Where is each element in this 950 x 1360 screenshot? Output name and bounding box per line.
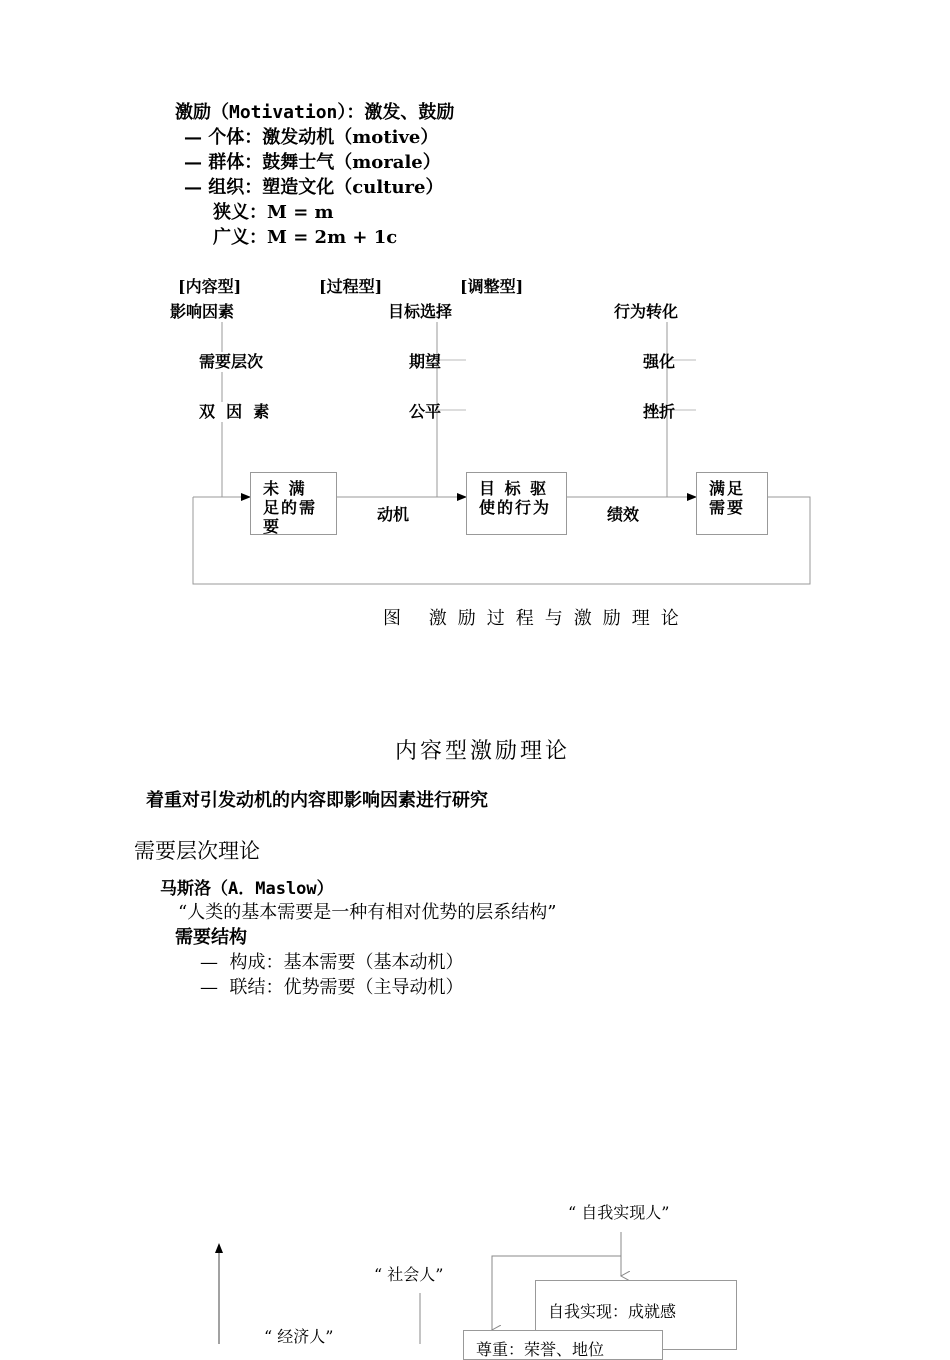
section-subtitle: 着重对引发动机的内容即影响因素进行研究 <box>146 790 488 811</box>
intro-line-broad: 广义：M = 2m + 1c <box>213 227 398 248</box>
level-self-actualization-label: 自我实现：成就感 <box>548 1302 677 1321</box>
col-head-goal-selection: 目标选择 <box>388 302 453 321</box>
intro-line-motivation: 激励（Motivation）：激发、鼓励 <box>175 102 455 123</box>
need-structure-title: 需要结构 <box>175 927 247 948</box>
diagram-caption: 图 激励过程与激励理论 <box>383 608 690 629</box>
type-content: [内容型] <box>178 277 242 296</box>
item-equity: 公平 <box>409 402 442 421</box>
intro-line-narrow: 狭义：M = m <box>213 202 334 223</box>
intro-line-group: — 群体：鼓舞士气（morale） <box>184 152 441 173</box>
item-expectancy: 期望 <box>409 352 442 371</box>
box-need-satisfied <box>696 472 768 535</box>
box-need-satisfied-label: 满足需要 <box>709 479 746 517</box>
heading-hierarchy-theory: 需要层次理论 <box>134 839 260 863</box>
item-reinforcement: 强化 <box>643 352 676 371</box>
section-title: 内容型激励理论 <box>395 739 571 764</box>
col-head-behavior-transformation: 行为转化 <box>614 302 679 321</box>
type-adjustment: [调整型] <box>460 277 524 296</box>
label-social-man: “ 社会人” <box>374 1265 444 1284</box>
need-structure-composition: — 构成：基本需要（基本动机） <box>200 952 464 973</box>
need-structure-linkage: — 联结：优势需要（主导动机） <box>200 977 464 998</box>
label-self-actualizing-man: “ 自我实现人” <box>568 1203 670 1222</box>
item-frustration: 挫折 <box>643 402 676 421</box>
intro-line-individual: — 个体：激发动机（motive） <box>184 127 439 148</box>
type-process: [过程型] <box>319 277 383 296</box>
label-economic-man: “ 经济人” <box>264 1327 334 1346</box>
author-maslow: 马斯洛（A．Maslow） <box>160 879 334 899</box>
intro-line-organization: — 组织：塑造文化（culture） <box>184 177 444 198</box>
box-unmet-need-label: 未 满 足的需要 <box>263 479 318 536</box>
level-esteem-label: 尊重：荣誉、地位 <box>476 1340 605 1359</box>
item-hierarchy-of-needs: 需要层次 <box>199 352 264 371</box>
box-goal-driven-behavior-label: 目 标 驱 使的行为 <box>479 479 552 517</box>
label-performance: 绩效 <box>607 505 640 524</box>
level-esteem <box>463 1330 663 1360</box>
box-unmet-need <box>250 472 337 535</box>
maslow-quote: “人类的基本需要是一种有相对优势的层系结构” <box>178 902 557 923</box>
col-head-influencing-factors: 影响因素 <box>170 302 235 321</box>
item-two-factor: 双 因 素 <box>199 402 270 421</box>
box-goal-driven-behavior <box>466 472 567 535</box>
label-motive: 动机 <box>377 505 410 524</box>
